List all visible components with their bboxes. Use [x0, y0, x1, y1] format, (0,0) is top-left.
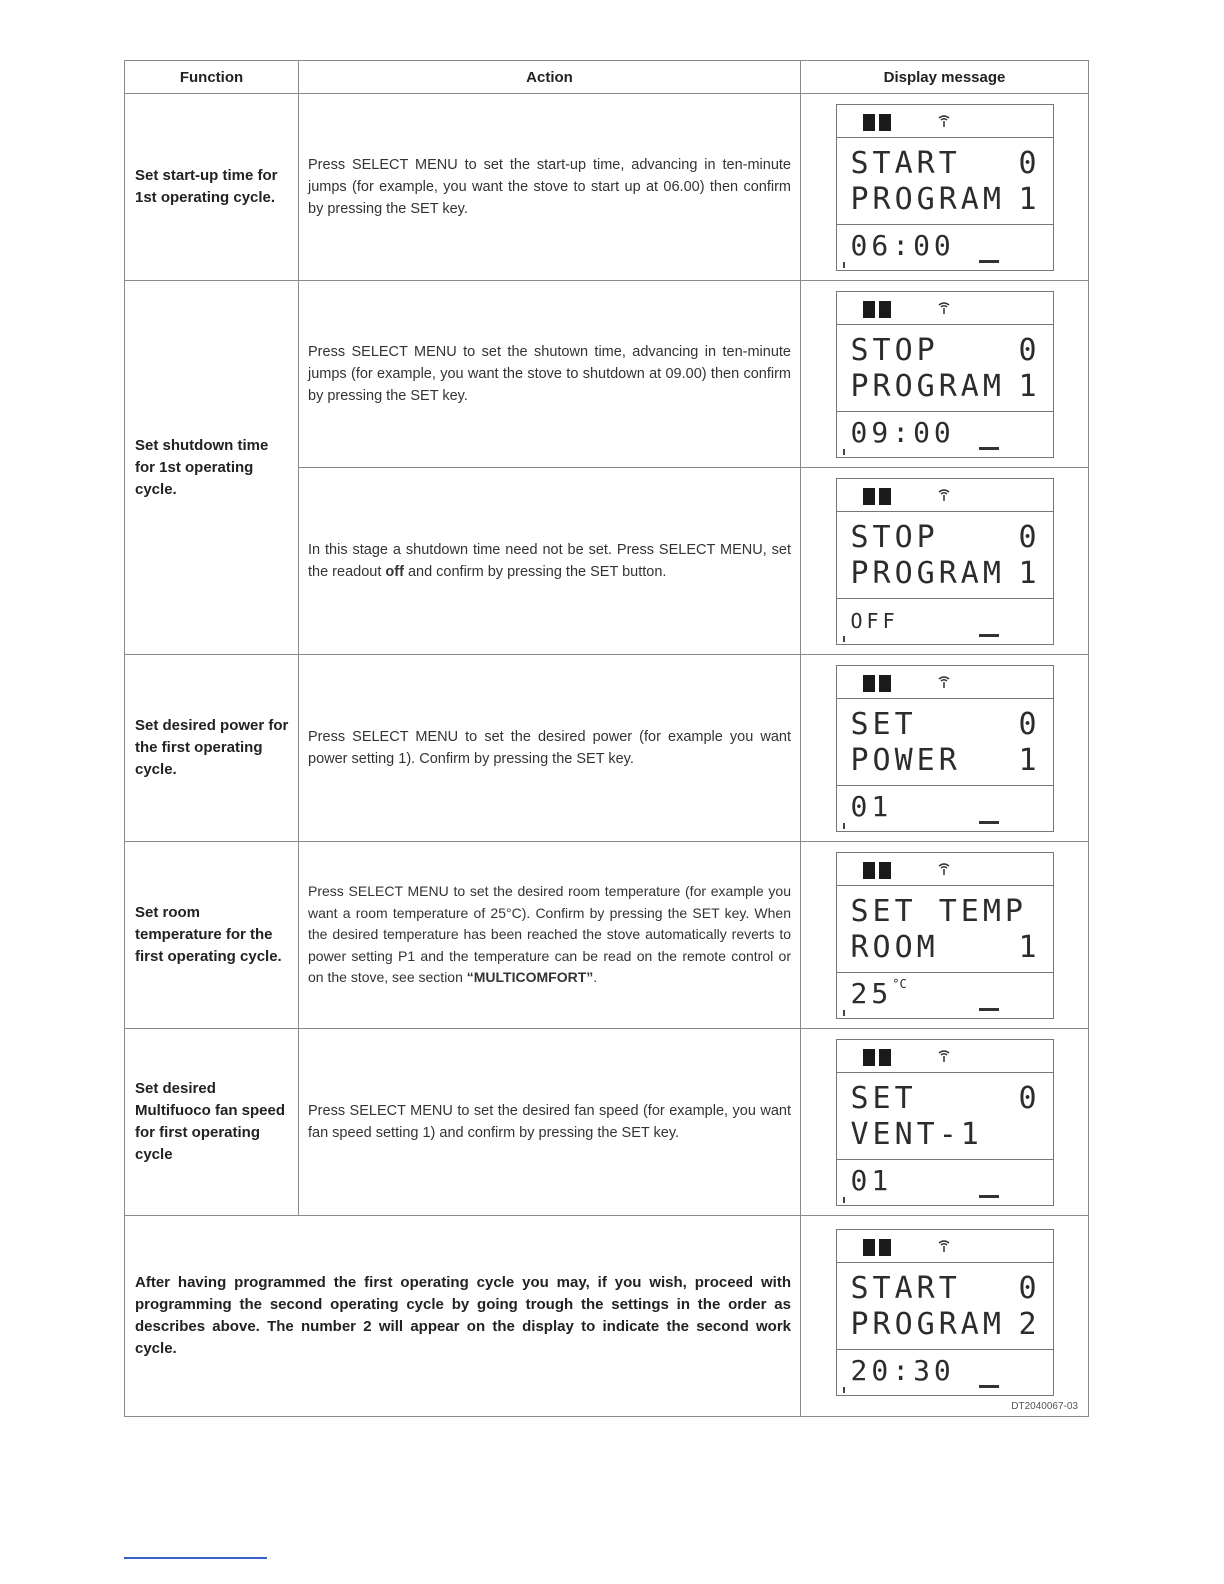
lcd-line1: STOP — [850, 332, 939, 368]
lcd-display — [836, 1039, 1054, 1206]
antenna-icon — [937, 1239, 951, 1253]
programming-table — [124, 60, 1089, 1417]
function-cell: Set shutdown time for 1st operating cycle. — [125, 281, 299, 655]
table-row — [125, 94, 1089, 281]
display-cell — [801, 842, 1089, 1029]
action-cell: Press SELECT MENU to set the start-up time, advancing in ten-minute jumps (for example, you want the stove to start up at 06.00) then confirm by pressing the SET key. — [299, 94, 801, 281]
lcd-value: 06:00 — [850, 228, 955, 262]
signal-blocks-icon — [863, 488, 897, 505]
action-bold-text: “MULTICOMFORT” — [466, 969, 594, 986]
lcd-line1: SET — [850, 1080, 917, 1116]
signal-blocks-icon — [863, 862, 897, 879]
lcd-line2-right: 2 — [1018, 1306, 1041, 1342]
lcd-value: 20:30 — [850, 1353, 955, 1387]
lcd-display — [836, 1229, 1054, 1396]
display-cell — [801, 1216, 1089, 1417]
lcd-display — [836, 665, 1054, 832]
final-note-cell: After having programmed the first operating cycle you may, if you wish, proceed with programming the second operating cycle by going trough the settings in the order as describes above. The number 2 will appear on the display to indicate the second work cycle. — [125, 1216, 801, 1417]
antenna-icon — [937, 488, 951, 502]
lcd-line1: START — [850, 1270, 961, 1306]
lcd-line1-right: 0 — [1018, 1080, 1041, 1116]
display-cell — [801, 468, 1089, 655]
signal-blocks-icon — [863, 301, 897, 318]
table-row — [125, 655, 1089, 842]
function-cell: Set room temperature for the first operating cycle. — [125, 842, 299, 1029]
lcd-line2-right: 1 — [1018, 929, 1041, 965]
action-cell: Press SELECT MENU to set the desired power (for example you want power setting 1). Confirm by pressing the SET key. — [299, 655, 801, 842]
signal-blocks-icon — [863, 675, 897, 692]
display-cell — [801, 1029, 1089, 1216]
lcd-line2: PROGRAM — [850, 181, 1005, 217]
lcd-display — [836, 852, 1054, 1019]
signal-blocks-icon — [863, 1049, 897, 1066]
display-cell — [801, 655, 1089, 842]
table-row — [125, 842, 1089, 1029]
table-row — [125, 281, 1089, 468]
header-display: Display message — [801, 61, 1089, 94]
lcd-line2-right: 1 — [1018, 555, 1041, 591]
action-cell — [299, 842, 801, 1029]
table-row — [125, 1216, 1089, 1417]
lcd-value: 01 — [850, 789, 893, 823]
footnote-separator — [124, 1557, 267, 1559]
antenna-icon — [937, 301, 951, 315]
lcd-line1-right: 0 — [1018, 519, 1041, 555]
antenna-icon — [937, 114, 951, 128]
lcd-line2: ROOM — [850, 929, 939, 965]
lcd-line1-right: 0 — [1018, 332, 1041, 368]
lcd-line2: PROGRAM — [850, 368, 1005, 404]
lcd-value: OFF — [850, 608, 899, 633]
action-text: Press SELECT MENU to set the desired room temperature (for example you want a room temperature of 25°C). Confirm by pressing the SET key. When the desired temperature has been reached the stove automatically reverts to power setting P1 and the temperature can be read on the remote control or on the stove, see section — [308, 883, 791, 986]
lcd-display — [836, 291, 1054, 458]
function-cell: Set desired Multifuoco fan speed for first operating cycle — [125, 1029, 299, 1216]
lcd-value-number: 25 — [850, 976, 893, 1010]
action-bold-text: off — [385, 564, 404, 580]
action-cell: Press SELECT MENU to set the shutown time, advancing in ten-minute jumps (for example, you want the stove to shutdown at 09.00) then confirm by pressing the SET key. — [299, 281, 801, 468]
action-cell: Press SELECT MENU to set the desired fan speed (for example, you want fan speed setting 1) and confirm by pressing the SET key. — [299, 1029, 801, 1216]
lcd-line2: VENT-1 — [850, 1116, 983, 1152]
lcd-display — [836, 104, 1054, 271]
signal-blocks-icon — [863, 114, 897, 131]
lcd-value — [851, 977, 907, 1010]
lcd-line1: STOP — [850, 519, 939, 555]
header-function: Function — [125, 61, 299, 94]
lcd-display — [836, 478, 1054, 645]
lcd-line2-right: 1 — [1018, 368, 1041, 404]
lcd-line1: START — [850, 145, 961, 181]
action-text: . — [593, 969, 598, 986]
lcd-value-unit: °C — [892, 976, 907, 991]
action-cell — [299, 468, 801, 655]
lcd-line1-right: 0 — [1018, 145, 1041, 181]
lcd-line1-right: 0 — [1018, 706, 1041, 742]
lcd-line2: PROGRAM — [850, 555, 1005, 591]
antenna-icon — [937, 1049, 951, 1063]
lcd-line2: PROGRAM — [850, 1306, 1005, 1342]
header-action: Action — [299, 61, 801, 94]
signal-blocks-icon — [863, 1239, 897, 1256]
lcd-value: 01 — [850, 1163, 893, 1197]
lcd-line1: SET — [850, 706, 917, 742]
function-cell: Set start-up time for 1st operating cycle. — [125, 94, 299, 281]
figure-code: DT2040067-03 — [1011, 1401, 1078, 1412]
action-text: In this stage a shutdown time need not be set. Press SELECT MENU, set the readout — [308, 542, 791, 580]
action-text: and confirm by pressing the SET button. — [403, 564, 667, 580]
display-cell — [801, 281, 1089, 468]
table-row — [125, 1029, 1089, 1216]
lcd-line2-right: 1 — [1018, 181, 1041, 217]
lcd-line2: POWER — [850, 742, 961, 778]
lcd-line1-right: 0 — [1018, 1270, 1041, 1306]
function-cell: Set desired power for the first operating cycle. — [125, 655, 299, 842]
antenna-icon — [937, 862, 951, 876]
lcd-line1: SET TEMP — [850, 893, 1027, 929]
lcd-line2-right: 1 — [1018, 742, 1041, 778]
display-cell — [801, 94, 1089, 281]
antenna-icon — [937, 675, 951, 689]
lcd-value: 09:00 — [850, 415, 955, 449]
